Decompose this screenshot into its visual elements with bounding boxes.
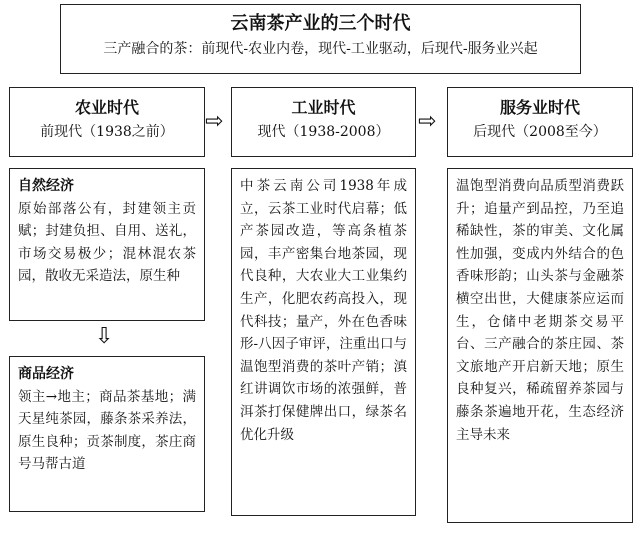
service-era-name: 服务业时代 xyxy=(499,98,580,117)
natural-economy-text: 原始部落公有，封建领主贡赋；封建负担、自用、送礼，市场交易极少；混林混农茶园，散收无采造法，原生种 xyxy=(18,200,196,285)
industry-era-content xyxy=(231,168,416,516)
service-era-period: 后现代（2008至今） xyxy=(473,124,607,140)
agriculture-era-period: 前现代（1938之前） xyxy=(40,124,174,140)
commodity-economy-text: 领主→地主；商品茶基地；满天星纯茶园，藤条茶采养法，原生良种；贡茶制度，茶庄商号马帮古道 xyxy=(18,388,196,473)
right-arrow-icon: ⇨ xyxy=(205,109,224,134)
diagram-title: 云南茶产业的三个时代 xyxy=(230,13,411,34)
agriculture-era-header xyxy=(9,87,205,157)
natural-economy-box xyxy=(9,168,205,321)
service-era-content xyxy=(447,168,633,523)
industry-era-text: 中茶云南公司1938年成立，云茶工业时代启幕；低产茶园改造，等高条植茶园，丰产密集台地茶园，现代良种，大农业大工业集约生产，化肥农药高投入，现代科技；量产，外在色香味形-八因子审评，注重出口与温饱型消费的茶叶产销；滇红讲调饮市场的浓强鲜，普洱茶打保健牌出口，绿茶名优化升级 xyxy=(240,178,407,443)
right-arrow-icon: ⇨ xyxy=(418,109,437,134)
industry-era-name: 工业时代 xyxy=(291,98,356,117)
industry-era-period: 现代（1938-2008） xyxy=(257,124,390,140)
service-era-header xyxy=(447,87,633,157)
commodity-economy-heading: 商品经济 xyxy=(18,366,74,382)
diagram-subtitle: 三产融合的茶：前现代-农业内卷，现代-工业驱动，后现代-服务业兴起 xyxy=(103,41,538,57)
commodity-economy-box xyxy=(9,356,205,512)
natural-economy-heading: 自然经济 xyxy=(18,178,74,194)
service-era-text: 温饱型消费向品质型消费跃升；追量产到品控，乃至追稀缺性，茶的审美、文化属性加强，变成内外结合的色香味形韵；山头茶与金融茶横空出世，大健康茶应运而生，仓储中老期茶交易平台、三产融合的茶庄园、茶文旅地产开启新天地；原生良种复兴，稀疏留养茶园与藤条茶遍地开花，生态经济主导未来 xyxy=(456,178,624,443)
agriculture-era-name: 农业时代 xyxy=(74,98,139,117)
title-box xyxy=(60,4,581,74)
industry-era-header xyxy=(231,87,416,157)
down-arrow-icon: ⇩ xyxy=(95,324,114,349)
